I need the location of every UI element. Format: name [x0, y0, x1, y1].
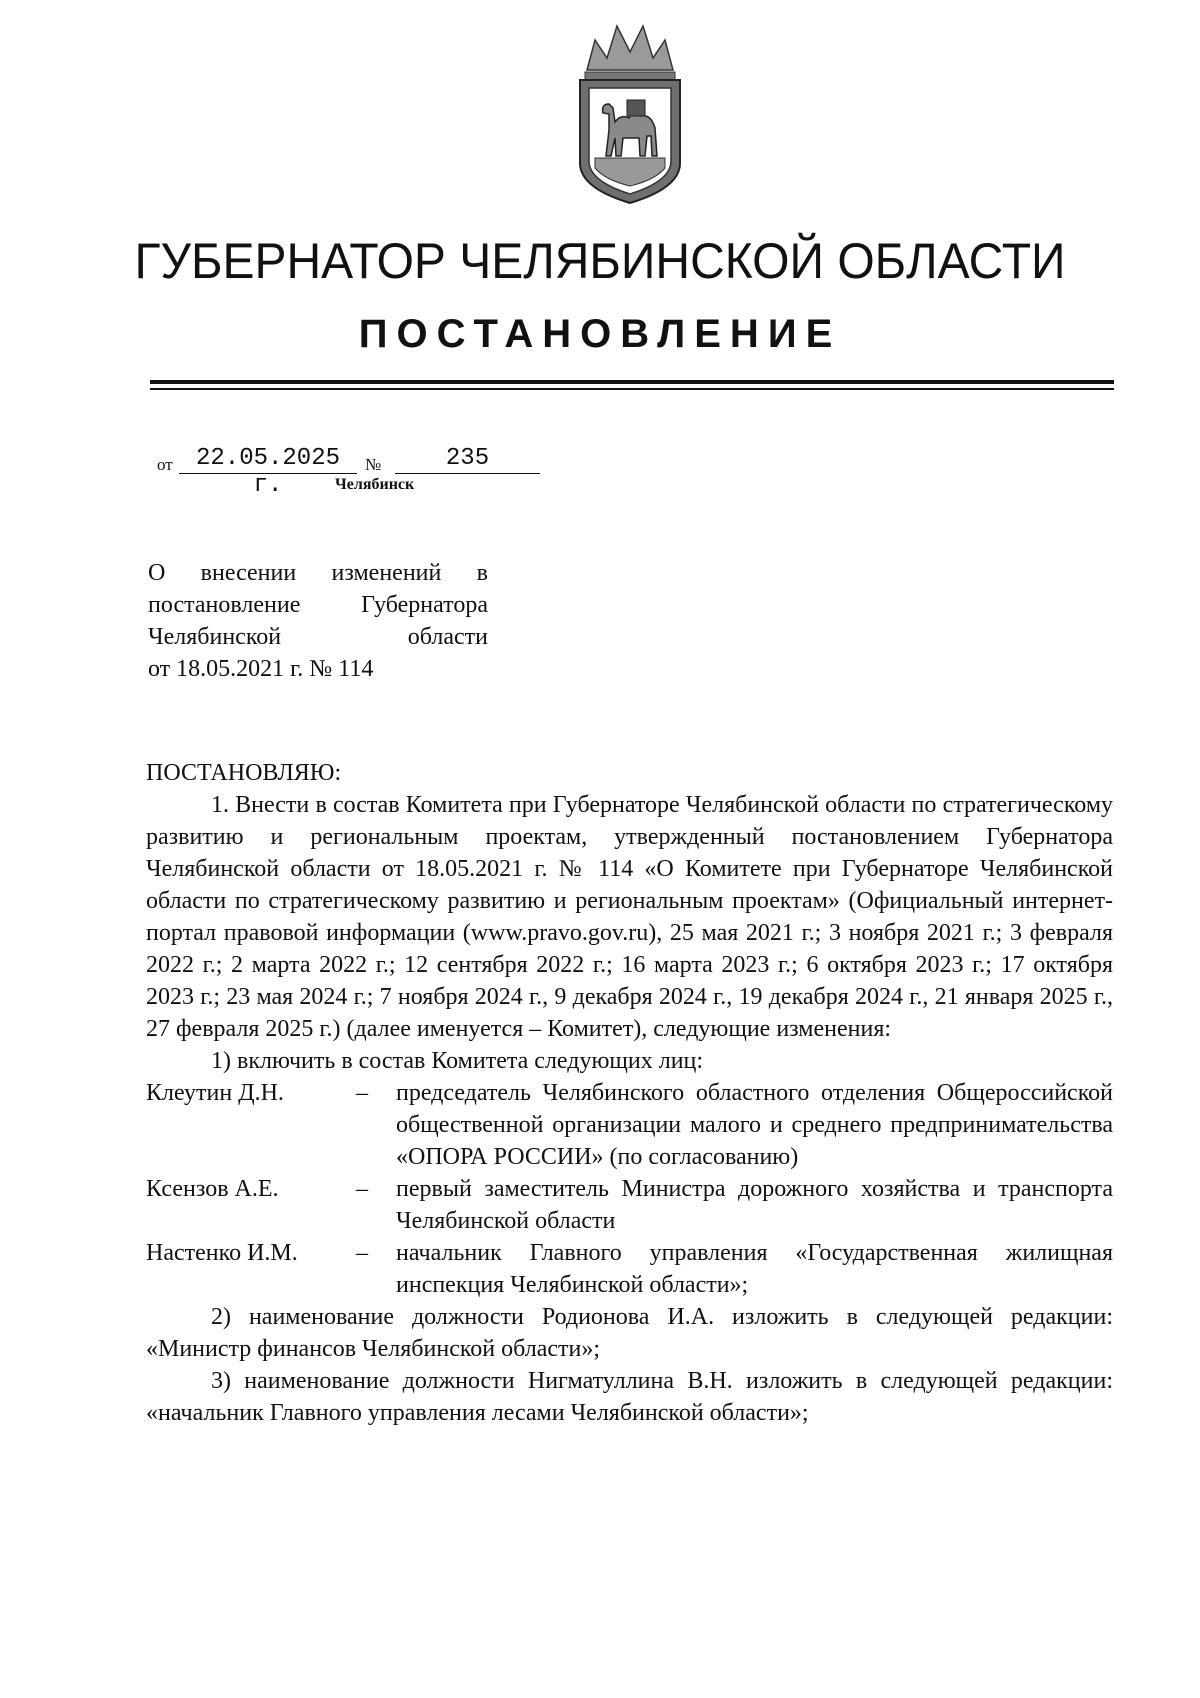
subject-line: О внесении изменений в — [148, 560, 488, 586]
person-row — [146, 1077, 1113, 1173]
person-name: Клеутин Д.Н. — [146, 1080, 284, 1106]
subject-line: от 18.05.2021 г. № 114 — [148, 656, 374, 682]
person-dash: – — [356, 1240, 368, 1266]
person-position: председатель Челябинского областного отделения Общероссийской общественной организации малого и среднего предпринимательства «ОПОРА РОССИИ» (по согласованию) — [396, 1080, 1113, 1170]
header-rule-thin — [150, 388, 1114, 390]
person-name: Настенко И.М. — [146, 1240, 298, 1266]
authority-title: ГУБЕРНАТОР ЧЕЛЯБИНСКОЙ ОБЛАСТИ — [134, 233, 1066, 289]
paragraph-1: 1. Внести в состав Комитета при Губернаторе Челябинской области по стратегическому развитию и региональным проектам, утвержденный постановлением Губернатора Челябинской области от 18.05.2021 г. № 114 «О Комитете при Губернаторе Челябинской области по стратегическому развитию и региональным проектам» (Официальный интернет-портал правовой информации (www.pravo.gov.ru), 25 мая 2021 г.; 3 ноября 2021 г.; 3 февраля 2022 г.; 2 марта 2022 г.; 12 сентября 2022 г.; 16 марта 2023 г.; 6 октября 2023 г.; 17 октября 2023 г.; 23 мая 2024 г.; 7 ноября 2024 г., 9 декабря 2024 г., 19 декабря 2024 г., 21 января 2025 г., 27 февраля 2025 г.) (далее именуется – Комитет), следующие изменения: — [146, 792, 1113, 1042]
subitem-3: 3) наименование должности Нигматуллина В.Н. изложить в следующей редакции: «начальник Главного управления лесами Челябинской области»; — [146, 1368, 1113, 1426]
number-label: № — [365, 455, 382, 474]
resolution-heading: ПОСТАНОВЛЯЮ: — [146, 760, 342, 786]
subitem-2: 2) наименование должности Родионова И.А. изложить в следующей редакции: «Министр финансов Челябинской области»; — [146, 1304, 1113, 1362]
subject-line: постановление Губернатора — [148, 592, 488, 618]
person-row — [146, 1237, 1113, 1301]
persons-list — [146, 1077, 1113, 1301]
person-dash: – — [356, 1080, 368, 1106]
date-label: от — [157, 455, 173, 474]
person-position: первый заместитель Министра дорожного хозяйства и транспорта Челябинской области — [396, 1176, 1113, 1234]
subitem-1: 1) включить в состав Комитета следующих лиц: — [211, 1048, 704, 1074]
subject-line: Челябинской области — [148, 624, 488, 650]
person-name: Ксензов А.Е. — [146, 1176, 279, 1202]
city-name: Челябинск — [335, 476, 415, 493]
person-position: начальник Главного управления «Государственная жилищная инспекция Челябинской области»; — [396, 1240, 1113, 1298]
document-subject — [148, 557, 488, 685]
document-body — [146, 757, 1113, 1429]
person-dash: – — [356, 1176, 368, 1202]
header-rule-thick — [150, 380, 1114, 384]
document-date: 22.05.2025 г. — [179, 445, 357, 474]
person-row — [146, 1173, 1113, 1237]
document-type: ПОСТАНОВЛЕНИЕ — [358, 312, 842, 356]
coat-of-arms-icon — [565, 18, 695, 208]
document-number: 235 — [395, 445, 540, 474]
